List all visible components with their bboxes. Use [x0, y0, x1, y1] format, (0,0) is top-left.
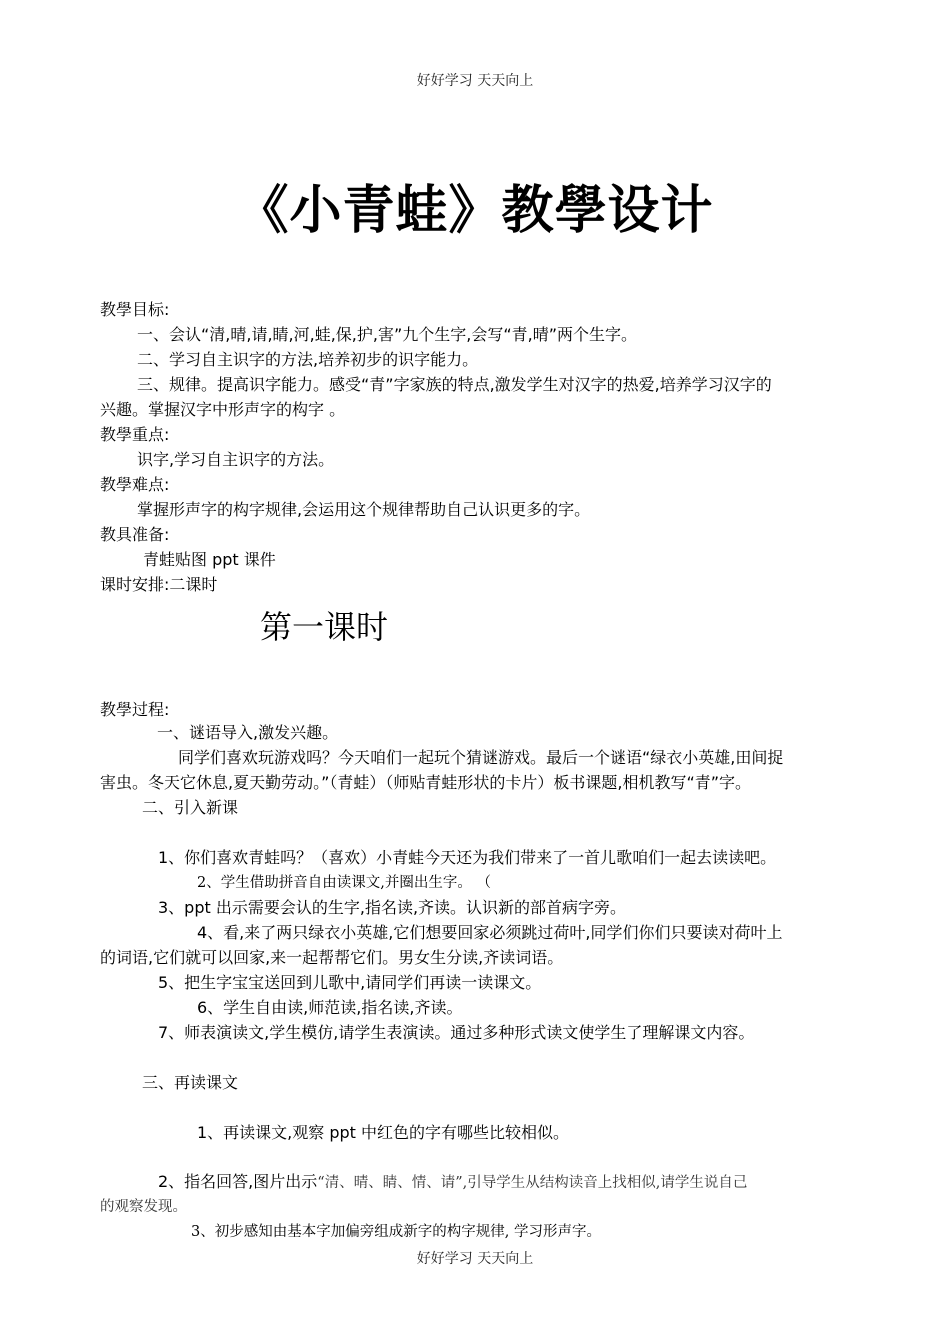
goal-item-3-line-2: 兴趣。掌握汉字中形声字的构字 。: [100, 400, 346, 419]
section-1-heading: 一、谜语导入,激发兴趣。: [157, 723, 339, 742]
section-3-item-2-line-1-sans: 2、指名回答,图片出示: [158, 1172, 318, 1191]
section-3-item-2-line-2: 的观察发现。: [100, 1199, 187, 1215]
goal-item-3-line-1: 三、规律。提高识字能力。感受“青”字家族的特点,激发学生对汉字的热爱,培养学习汉字的: [137, 375, 772, 394]
key-points-label: 教學重点:: [100, 425, 170, 444]
section-3-item-2-line-1: [158, 1172, 747, 1193]
difficulties-text: 掌握形声字的构字规律,会运用这个规律帮助自己认识更多的字。: [137, 500, 591, 519]
process-label: 教學过程:: [100, 700, 170, 719]
page-footer: 好好学习 天天向上: [416, 1251, 534, 1267]
goal-item-1: 一、会认“清,晴,请,睛,河,蛙,保,护,害”九个生字,会写“青,晴”两个生字。: [137, 325, 638, 344]
page-title: 《小青蛙》教學设计: [236, 181, 714, 241]
section-3-item-2-line-1-serif: “清、晴、睛、情、请”,引导学生从结构读音上找相似,请学生说自己: [317, 1175, 748, 1191]
materials-text: 青蛙贴图 ppt 课件: [143, 550, 276, 569]
key-points-text: 识字,学习自主识字的方法。: [137, 450, 335, 469]
schedule-text: 课时安排:二课时: [100, 575, 218, 594]
section-2-item-4-line-2: 的词语,它们就可以回家,来一起帮帮它们。男女生分读,齐读词语。: [100, 948, 564, 967]
section-2-heading: 二、引入新课: [142, 798, 239, 817]
section-1-line-2: 害虫。冬天它休息,夏天勤劳动。”（青蛙）（师贴青蛙形状的卡片）板书课题,相机教写“青”字。: [100, 773, 752, 792]
section-3-item-3: 3、初步感知由基本字加偏旁组成新字的构字规律, 学习形声字。: [191, 1224, 601, 1240]
section-2-item-4-line-1: 4、看,来了两只绿衣小英雄,它们想要回家必须跳过荷叶,同学们你们只要读对荷叶上: [197, 923, 783, 942]
goals-label: 教學目标:: [100, 300, 170, 319]
section-3-heading: 三、再读课文: [142, 1073, 239, 1092]
page-header: 好好学习 天天向上: [416, 73, 534, 89]
section-2-item-5: 5、把生字宝宝送回到儿歌中,请同学们再读一读课文。: [158, 973, 542, 992]
section-2-item-6: 6、学生自由读,师范读,指名读,齐读。: [197, 998, 463, 1017]
section-2-item-3: 3、ppt 出示需要会认的生字,指名读,齐读。认识新的部首病字旁。: [158, 898, 627, 917]
section-2-item-7: 7、师表演读文,学生模仿,请学生表演读。通过多种形式读文使学生了理解课文内容。: [158, 1023, 755, 1042]
section-2-item-2: 2、学生借助拼音自由读课文,并圈出生字。 （: [197, 875, 491, 891]
goal-item-2: 二、学习自主识字的方法,培养初步的识字能力。: [137, 350, 479, 369]
lesson-title: 第一课时: [260, 608, 389, 646]
section-1-line-1: 同学们喜欢玩游戏吗？今天咱们一起玩个猜谜游戏。最后一个谜语“绿衣小英雄,田间捉: [178, 748, 784, 767]
section-2-item-1: 1、你们喜欢青蛙吗？（喜欢）小青蛙今天还为我们带来了一首儿歌咱们一起去读读吧。: [158, 848, 777, 867]
difficulties-label: 教學难点:: [100, 475, 170, 494]
section-3-item-1: 1、再读课文,观察 ppt 中红色的字有哪些比较相似。: [197, 1123, 570, 1142]
materials-label: 教具准备:: [100, 525, 170, 544]
